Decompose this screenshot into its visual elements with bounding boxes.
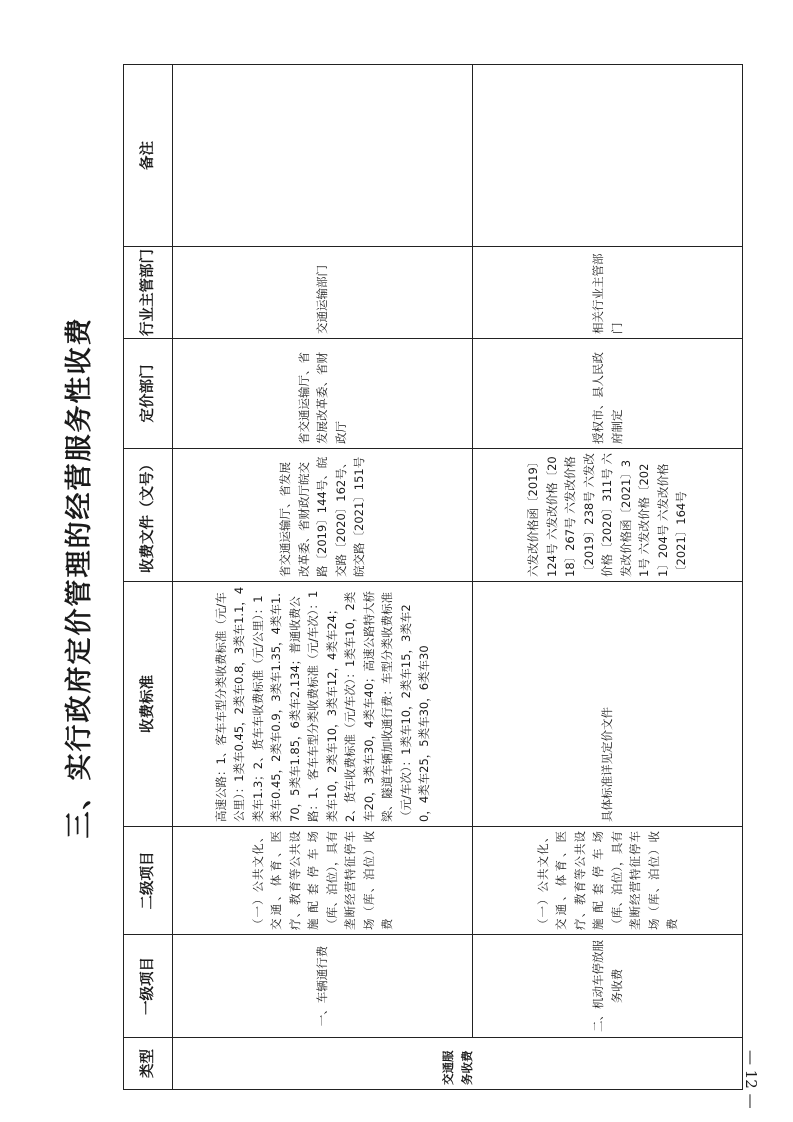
header-standard: 收费标准 (124, 582, 173, 827)
page-number: — 12 — (742, 1050, 760, 1109)
fee-table (123, 64, 743, 1090)
dept-cell: 省交通运输厅、省发展改革委、省财政厅 (173, 339, 473, 449)
header-level1: 一级项目 (124, 935, 173, 1038)
authority-cell: 相关行业主管部门 (473, 247, 743, 339)
docs-cell: 六发改价格函〔2019〕124号 六发改价格〔2018〕267号 六发改价格〔2019〕238号 六发改价格〔2020〕311号 六发改价格函〔2021〕31号 六发改价格〔2021〕204号 六发改价格〔2021〕164号 (473, 449, 743, 582)
header-remark: 备注 (124, 65, 173, 247)
header-type: 类型 (124, 1038, 173, 1090)
header-level2: 二级项目 (124, 827, 173, 935)
remark-cell (173, 65, 473, 247)
category-cell: 交通服务收费 (173, 1038, 743, 1090)
table-row (473, 65, 743, 1090)
level2-cell: （一）公共文化、交通、体育、医疗、教育等公共设施配套停车场（库、泊位），具有垄断经营特征停车场（库、泊位）收费 (473, 827, 743, 935)
header-row (124, 65, 173, 1090)
table-row (173, 65, 473, 1090)
authority-cell: 交通运输部门 (173, 247, 473, 339)
standard-cell: 高速公路：1、客车车型分类收费标准（元/车公里）：1类车0.45，2类车0.8，3类车1.1，4类车1.3；2、货车车收费标准（元/公里）：1类车0.45，2类车0.9，3类车1.35，4类车1.70，5类车1.85，6类车2.134；普通收费公路：1、客车车型分类收费标准（元/车次）：1类车10，2类车10，3类车12，4类车24；2、货车收费标准（元/车次）：1类车10，2类车20，3类车30，4类车40；高速公路特大桥梁、隧道车辆加收通行费：车型分类收费标准（元/车次）：1类车10，2类车15，3类车20，4类车25，5类车30，6类车30 (173, 582, 473, 827)
header-docs: 收费文件（文号） (124, 449, 173, 582)
header-dept: 定价部门 (124, 339, 173, 449)
remark-cell (473, 65, 743, 247)
dept-cell: 授权市、县人民政府制定 (473, 339, 743, 449)
docs-cell: 省交通运输厅、省发展改革委、省财政厅皖交路〔2019〕144号、皖交路〔2020〕162号、皖交路〔2021〕151号 (173, 449, 473, 582)
level1-cell: 一、车辆通行费 (173, 935, 473, 1038)
document-title: 三、实行政府定价管理的经营服务性收费 (64, 316, 95, 839)
level1-cell: 二、机动车停放服务收费 (473, 935, 743, 1038)
rotated-page-content (55, 65, 715, 1090)
header-authority: 行业主管部门 (124, 247, 173, 339)
level2-cell: （一）公共文化、交通、体育、医疗、教育等公共设施配套停车场（库、泊位），具有垄断经营特征停车场（库、泊位）收费 (173, 827, 473, 935)
standard-cell: 具体标准详见定价文件 (473, 582, 743, 827)
